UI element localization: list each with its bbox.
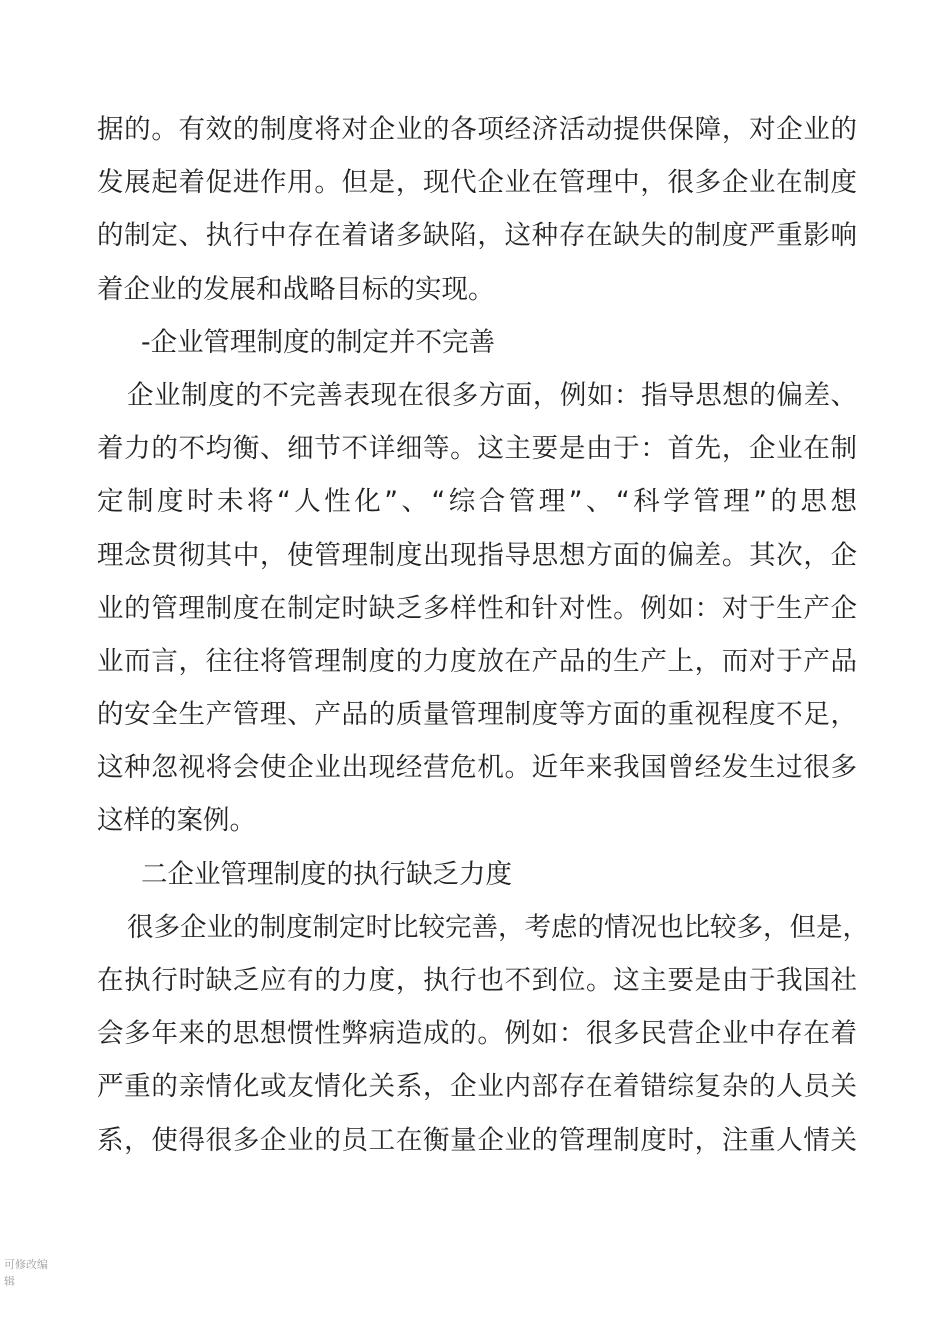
paragraph-line: 着企业的发展和战略目标的实现。: [97, 273, 495, 305]
paragraph-line: 在执行时缺乏应有的力度，执行也不到位。这主要是由于我国社: [97, 965, 857, 996]
paragraph-line: 业而言，往往将管理制度的力度放在产品的生产上，而对于产品: [97, 645, 857, 677]
paragraph-line: 会多年来的思想惯性弊病造成的。例如：很多民营企业中存在着: [97, 1018, 857, 1050]
section-heading: 二企业管理制度的执行缺乏力度: [141, 858, 512, 890]
document-body: [97, 103, 869, 1167]
paragraph-line: 系，使得很多企业的员工在衡量企业的管理制度时，注重人情关: [97, 1124, 857, 1156]
section-heading: -企业管理制度的制定并不完善: [141, 326, 496, 358]
paragraph-line: 很多企业的制度制定时比较完善，考虑的情况也比较多，但是，: [127, 911, 869, 943]
paragraph-line: 这样的案例。: [97, 805, 256, 837]
paragraph-line: 严重的亲情化或友情化关系，企业内部存在着错综复杂的人员关: [97, 1071, 857, 1103]
paragraph-line: 定制度时未将“人性化”、“综合管理”、“科学管理”的思想: [97, 486, 857, 518]
paragraph-line: 的制定、执行中存在着诸多缺陷，这种存在缺失的制度严重影响: [97, 220, 857, 252]
paragraph-line: 的安全生产管理、产品的质量管理制度等方面的重视程度不足，: [97, 699, 857, 731]
paragraph-line: 发展起着促进作用。但是，现代企业在管理中，很多企业在制度: [97, 167, 857, 199]
paragraph-line: 这种忽视将会使企业出现经营危机。近年来我国曾经发生过很多: [97, 752, 857, 784]
paragraph-line: 着力的不均衡、细节不详细等。这主要是由于：首先，企业在制: [97, 433, 857, 465]
paragraph-line: 业的管理制度在制定时缺乏多样性和针对性。例如：对于生产企: [97, 592, 857, 624]
editable-note: 可修改编辑: [4, 1258, 48, 1288]
paragraph-line: 理念贯彻其中，使管理制度出现指导思想方面的偏差。其次，企: [97, 539, 857, 571]
paragraph-line: 企业制度的不完善表现在很多方面，例如：指导思想的偏差、: [127, 379, 857, 411]
paragraph-line: 据的。有效的制度将对企业的各项经济活动提供保障，对企业的: [97, 114, 857, 145]
